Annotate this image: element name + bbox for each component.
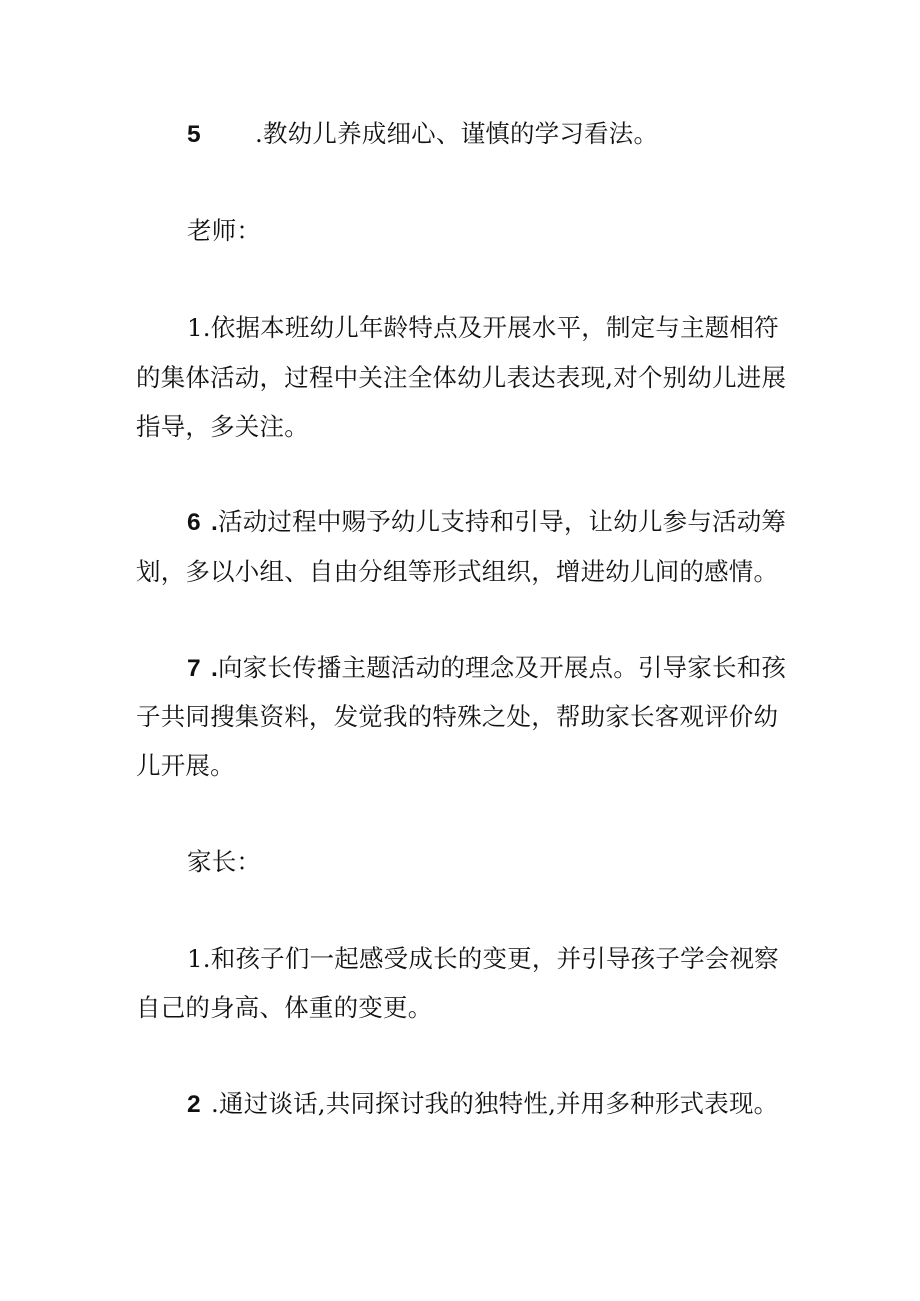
parent-item-1-line-2: 自己的身高、体重的变更。 — [136, 993, 433, 1022]
item-number: 2 — [187, 1091, 201, 1118]
item-7-line-3: 儿开展。 — [136, 751, 235, 780]
item-text: .通过谈话,共同探讨我的独特性,并用多种形式表现。 — [211, 1089, 779, 1118]
teacher-item-1-line-3: 指导，多关注。 — [136, 412, 309, 441]
item-5 — [187, 119, 658, 150]
item-number: 6 — [187, 509, 201, 536]
item-dot: . — [211, 655, 219, 682]
item-text: .教幼儿养成细心、谨慎的学习看法。 — [255, 119, 659, 148]
item-7-line-1 — [187, 653, 786, 684]
item-7-line-2: 子共同搜集资料，发觉我的特殊之处，帮助家长客观评价幼 — [136, 702, 779, 731]
item-text: 活动过程中赐予幼儿支持和引导，让幼儿参与活动筹 — [218, 507, 787, 536]
parent-item-1-line-1: 1.和孩子们一起感受成长的变更，并引导孩子学会视察 — [187, 944, 779, 973]
item-dot: . — [211, 509, 219, 536]
teacher-heading: 老师： — [187, 216, 262, 245]
item-6-line-2: 划，多以小组、自由分组等形式组织，增进幼儿间的感情。 — [136, 557, 779, 586]
teacher-item-1-line-2: 的集体活动，过程中关注全体幼儿表达表现,对个别幼儿进展 — [136, 363, 787, 392]
item-text: 向家长传播主题活动的理念及开展点。引导家长和孩 — [218, 653, 787, 682]
parent-heading: 家长： — [187, 847, 262, 876]
item-6-line-1 — [187, 507, 786, 538]
item-number: 7 — [187, 655, 201, 682]
teacher-item-1-line-1: 1.依据本班幼儿年龄特点及开展水平，制定与主题相符 — [187, 313, 779, 342]
item-number: 5 — [187, 121, 201, 148]
parent-item-2 — [187, 1089, 778, 1120]
